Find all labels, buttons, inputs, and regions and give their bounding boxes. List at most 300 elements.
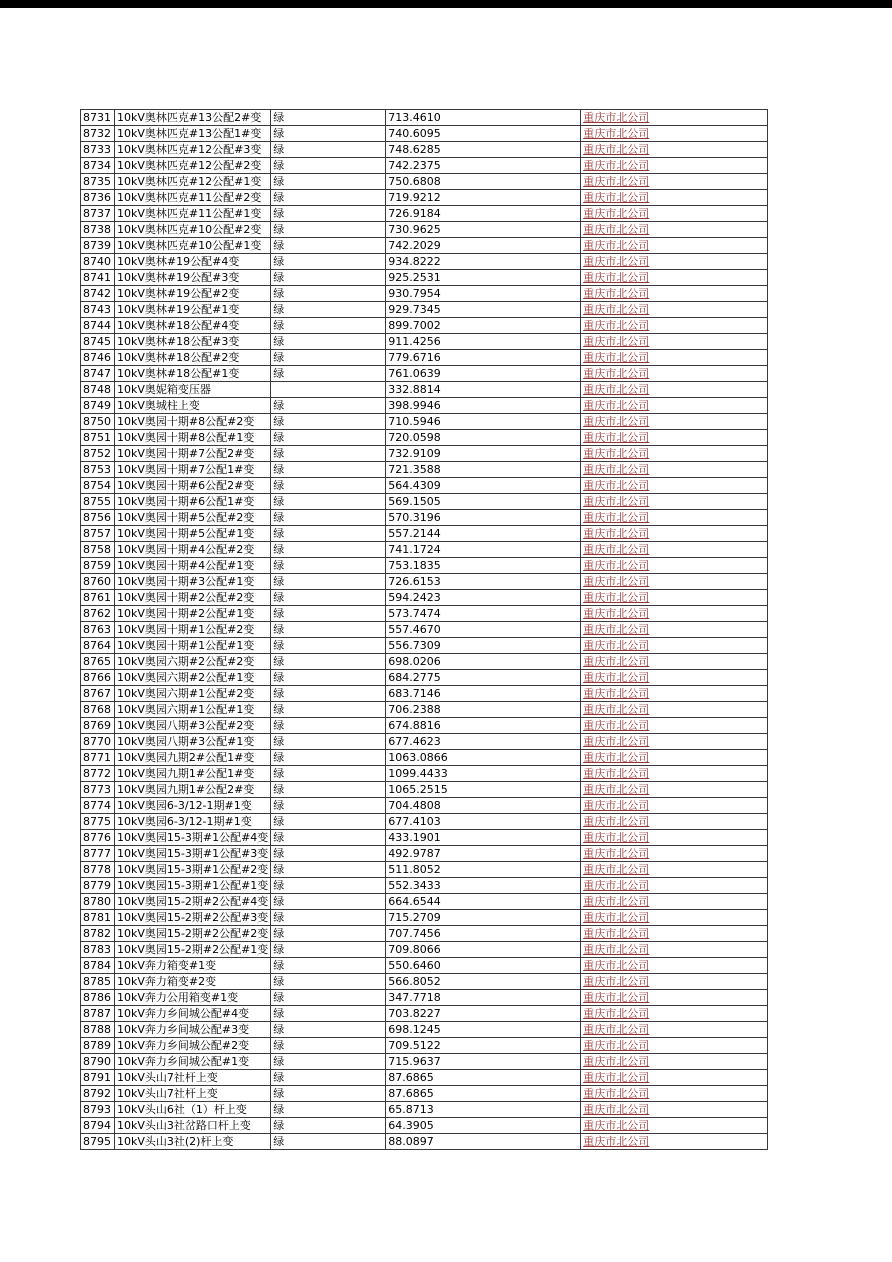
value-cell[interactable]: 552.3433 [386, 878, 581, 894]
status-cell[interactable]: 绿 [271, 366, 386, 382]
company-cell[interactable]: 重庆市北公司 [581, 894, 768, 910]
company-cell[interactable]: 重庆市北公司 [581, 1070, 768, 1086]
value-cell[interactable]: 721.3588 [386, 462, 581, 478]
value-cell[interactable]: 683.7146 [386, 686, 581, 702]
name-cell[interactable]: 10kV奥林匹克#10公配#1变 [115, 238, 271, 254]
row-id-cell[interactable]: 8768 [81, 702, 115, 718]
value-cell[interactable]: 511.8052 [386, 862, 581, 878]
status-cell[interactable]: 绿 [271, 494, 386, 510]
company-cell[interactable]: 重庆市北公司 [581, 222, 768, 238]
value-cell[interactable]: 87.6865 [386, 1070, 581, 1086]
name-cell[interactable]: 10kV奥林匹克#11公配#1变 [115, 206, 271, 222]
value-cell[interactable]: 556.7309 [386, 638, 581, 654]
company-cell[interactable]: 重庆市北公司 [581, 334, 768, 350]
row-id-cell[interactable]: 8757 [81, 526, 115, 542]
name-cell[interactable]: 10kV奥园十期#8公配#2变 [115, 414, 271, 430]
company-cell[interactable]: 重庆市北公司 [581, 846, 768, 862]
company-cell[interactable]: 重庆市北公司 [581, 1038, 768, 1054]
value-cell[interactable]: 715.9637 [386, 1054, 581, 1070]
status-cell[interactable]: 绿 [271, 318, 386, 334]
status-cell[interactable]: 绿 [271, 478, 386, 494]
value-cell[interactable]: 433.1901 [386, 830, 581, 846]
row-id-cell[interactable]: 8769 [81, 718, 115, 734]
company-cell[interactable]: 重庆市北公司 [581, 254, 768, 270]
row-id-cell[interactable]: 8774 [81, 798, 115, 814]
row-id-cell[interactable]: 8732 [81, 126, 115, 142]
name-cell[interactable]: 10kV奥林匹克#12公配#3变 [115, 142, 271, 158]
name-cell[interactable]: 10kV奥园十期#6公配1#变 [115, 494, 271, 510]
name-cell[interactable]: 10kV奥园6-3/12-1期#1变 [115, 798, 271, 814]
status-cell[interactable]: 绿 [271, 222, 386, 238]
value-cell[interactable]: 594.2423 [386, 590, 581, 606]
name-cell[interactable]: 10kV奥园九期1#公配1#变 [115, 766, 271, 782]
status-cell[interactable]: 绿 [271, 1086, 386, 1102]
company-cell[interactable]: 重庆市北公司 [581, 910, 768, 926]
status-cell[interactable]: 绿 [271, 110, 386, 126]
row-id-cell[interactable]: 8786 [81, 990, 115, 1006]
row-id-cell[interactable]: 8746 [81, 350, 115, 366]
value-cell[interactable]: 726.6153 [386, 574, 581, 590]
value-cell[interactable]: 564.4309 [386, 478, 581, 494]
row-id-cell[interactable]: 8787 [81, 1006, 115, 1022]
row-id-cell[interactable]: 8738 [81, 222, 115, 238]
name-cell[interactable]: 10kV头山3社岔路口杆上变 [115, 1118, 271, 1134]
value-cell[interactable]: 934.8222 [386, 254, 581, 270]
row-id-cell[interactable]: 8733 [81, 142, 115, 158]
status-cell[interactable]: 绿 [271, 638, 386, 654]
value-cell[interactable]: 64.3905 [386, 1118, 581, 1134]
value-cell[interactable]: 550.6460 [386, 958, 581, 974]
status-cell[interactable]: 绿 [271, 654, 386, 670]
row-id-cell[interactable]: 8789 [81, 1038, 115, 1054]
name-cell[interactable]: 10kV奥林匹克#13公配1#变 [115, 126, 271, 142]
status-cell[interactable]: 绿 [271, 334, 386, 350]
company-cell[interactable]: 重庆市北公司 [581, 862, 768, 878]
row-id-cell[interactable]: 8780 [81, 894, 115, 910]
value-cell[interactable]: 719.9212 [386, 190, 581, 206]
status-cell[interactable]: 绿 [271, 974, 386, 990]
value-cell[interactable]: 566.8052 [386, 974, 581, 990]
row-id-cell[interactable]: 8760 [81, 574, 115, 590]
value-cell[interactable]: 677.4103 [386, 814, 581, 830]
value-cell[interactable]: 664.6544 [386, 894, 581, 910]
name-cell[interactable]: 10kV奥城柱上变 [115, 398, 271, 414]
company-cell[interactable]: 重庆市北公司 [581, 1086, 768, 1102]
row-id-cell[interactable]: 8790 [81, 1054, 115, 1070]
row-id-cell[interactable]: 8782 [81, 926, 115, 942]
status-cell[interactable]: 绿 [271, 510, 386, 526]
status-cell[interactable]: 绿 [271, 1038, 386, 1054]
status-cell[interactable]: 绿 [271, 350, 386, 366]
value-cell[interactable]: 929.7345 [386, 302, 581, 318]
name-cell[interactable]: 10kV奥林#19公配#1变 [115, 302, 271, 318]
value-cell[interactable]: 740.6095 [386, 126, 581, 142]
status-cell[interactable]: 绿 [271, 702, 386, 718]
company-cell[interactable]: 重庆市北公司 [581, 286, 768, 302]
row-id-cell[interactable]: 8734 [81, 158, 115, 174]
row-id-cell[interactable]: 8793 [81, 1102, 115, 1118]
value-cell[interactable]: 1099.4433 [386, 766, 581, 782]
company-cell[interactable]: 重庆市北公司 [581, 174, 768, 190]
row-id-cell[interactable]: 8731 [81, 110, 115, 126]
company-cell[interactable]: 重庆市北公司 [581, 158, 768, 174]
name-cell[interactable]: 10kV奥林匹克#10公配#2变 [115, 222, 271, 238]
company-cell[interactable]: 重庆市北公司 [581, 878, 768, 894]
status-cell[interactable]: 绿 [271, 414, 386, 430]
value-cell[interactable]: 713.4610 [386, 110, 581, 126]
status-cell[interactable]: 绿 [271, 1070, 386, 1086]
name-cell[interactable]: 10kV奔力乡间城公配#2变 [115, 1038, 271, 1054]
name-cell[interactable]: 10kV奥园十期#7公配1#变 [115, 462, 271, 478]
row-id-cell[interactable]: 8783 [81, 942, 115, 958]
value-cell[interactable]: 732.9109 [386, 446, 581, 462]
name-cell[interactable]: 10kV奔力乡间城公配#1变 [115, 1054, 271, 1070]
company-cell[interactable]: 重庆市北公司 [581, 958, 768, 974]
name-cell[interactable]: 10kV奥园6-3/12-1期#1变 [115, 814, 271, 830]
row-id-cell[interactable]: 8767 [81, 686, 115, 702]
value-cell[interactable]: 741.1724 [386, 542, 581, 558]
row-id-cell[interactable]: 8736 [81, 190, 115, 206]
company-cell[interactable]: 重庆市北公司 [581, 574, 768, 590]
status-cell[interactable]: 绿 [271, 302, 386, 318]
row-id-cell[interactable]: 8770 [81, 734, 115, 750]
name-cell[interactable]: 10kV奥园九期2#公配1#变 [115, 750, 271, 766]
name-cell[interactable]: 10kV奔力乡间城公配#4变 [115, 1006, 271, 1022]
value-cell[interactable]: 570.3196 [386, 510, 581, 526]
company-cell[interactable]: 重庆市北公司 [581, 558, 768, 574]
row-id-cell[interactable]: 8749 [81, 398, 115, 414]
company-cell[interactable]: 重庆市北公司 [581, 782, 768, 798]
status-cell[interactable]: 绿 [271, 430, 386, 446]
row-id-cell[interactable]: 8747 [81, 366, 115, 382]
status-cell[interactable]: 绿 [271, 862, 386, 878]
value-cell[interactable]: 742.2029 [386, 238, 581, 254]
company-cell[interactable]: 重庆市北公司 [581, 750, 768, 766]
value-cell[interactable]: 709.8066 [386, 942, 581, 958]
row-id-cell[interactable]: 8788 [81, 1022, 115, 1038]
name-cell[interactable]: 10kV奥园15-3期#1公配#4变 [115, 830, 271, 846]
value-cell[interactable]: 707.7456 [386, 926, 581, 942]
row-id-cell[interactable]: 8794 [81, 1118, 115, 1134]
name-cell[interactable]: 10kV头山6社（1）杆上变 [115, 1102, 271, 1118]
row-id-cell[interactable]: 8739 [81, 238, 115, 254]
company-cell[interactable]: 重庆市北公司 [581, 702, 768, 718]
status-cell[interactable]: 绿 [271, 1102, 386, 1118]
name-cell[interactable]: 10kV奥林#19公配#3变 [115, 270, 271, 286]
name-cell[interactable]: 10kV奥林#18公配#3变 [115, 334, 271, 350]
row-id-cell[interactable]: 8795 [81, 1134, 115, 1150]
value-cell[interactable]: 332.8814 [386, 382, 581, 398]
name-cell[interactable]: 10kV奥园十期#6公配2#变 [115, 478, 271, 494]
status-cell[interactable]: 绿 [271, 878, 386, 894]
row-id-cell[interactable]: 8740 [81, 254, 115, 270]
name-cell[interactable]: 10kV奥园十期#7公配2#变 [115, 446, 271, 462]
company-cell[interactable]: 重庆市北公司 [581, 830, 768, 846]
status-cell[interactable]: 绿 [271, 1118, 386, 1134]
name-cell[interactable]: 10kV奥园15-2期#2公配#1变 [115, 942, 271, 958]
row-id-cell[interactable]: 8771 [81, 750, 115, 766]
value-cell[interactable]: 748.6285 [386, 142, 581, 158]
company-cell[interactable]: 重庆市北公司 [581, 1118, 768, 1134]
name-cell[interactable]: 10kV奥园15-2期#2公配#4变 [115, 894, 271, 910]
name-cell[interactable]: 10kV奥园十期#2公配#1变 [115, 606, 271, 622]
name-cell[interactable]: 10kV奥园十期#3公配#1变 [115, 574, 271, 590]
company-cell[interactable]: 重庆市北公司 [581, 382, 768, 398]
company-cell[interactable]: 重庆市北公司 [581, 542, 768, 558]
value-cell[interactable]: 677.4623 [386, 734, 581, 750]
name-cell[interactable]: 10kV奥园十期#4公配#1变 [115, 558, 271, 574]
row-id-cell[interactable]: 8754 [81, 478, 115, 494]
status-cell[interactable]: 绿 [271, 126, 386, 142]
value-cell[interactable]: 703.8227 [386, 1006, 581, 1022]
company-cell[interactable]: 重庆市北公司 [581, 814, 768, 830]
name-cell[interactable]: 10kV奥林#18公配#2变 [115, 350, 271, 366]
company-cell[interactable]: 重庆市北公司 [581, 270, 768, 286]
company-cell[interactable]: 重庆市北公司 [581, 974, 768, 990]
status-cell[interactable]: 绿 [271, 942, 386, 958]
status-cell[interactable]: 绿 [271, 462, 386, 478]
value-cell[interactable]: 347.7718 [386, 990, 581, 1006]
company-cell[interactable]: 重庆市北公司 [581, 1022, 768, 1038]
row-id-cell[interactable]: 8762 [81, 606, 115, 622]
value-cell[interactable]: 720.0598 [386, 430, 581, 446]
row-id-cell[interactable]: 8751 [81, 430, 115, 446]
status-cell[interactable]: 绿 [271, 542, 386, 558]
company-cell[interactable]: 重庆市北公司 [581, 654, 768, 670]
status-cell[interactable]: 绿 [271, 1134, 386, 1150]
value-cell[interactable]: 761.0639 [386, 366, 581, 382]
name-cell[interactable]: 10kV奥园十期#5公配#2变 [115, 510, 271, 526]
name-cell[interactable]: 10kV奥园十期#2公配#2变 [115, 590, 271, 606]
status-cell[interactable]: 绿 [271, 590, 386, 606]
row-id-cell[interactable]: 8764 [81, 638, 115, 654]
company-cell[interactable]: 重庆市北公司 [581, 318, 768, 334]
name-cell[interactable]: 10kV奥园十期#4公配#2变 [115, 542, 271, 558]
status-cell[interactable]: 绿 [271, 174, 386, 190]
status-cell[interactable]: 绿 [271, 606, 386, 622]
row-id-cell[interactable]: 8779 [81, 878, 115, 894]
company-cell[interactable]: 重庆市北公司 [581, 510, 768, 526]
company-cell[interactable]: 重庆市北公司 [581, 734, 768, 750]
value-cell[interactable]: 730.9625 [386, 222, 581, 238]
name-cell[interactable]: 10kV奥林匹克#11公配#2变 [115, 190, 271, 206]
company-cell[interactable]: 重庆市北公司 [581, 398, 768, 414]
name-cell[interactable]: 10kV奥林#18公配#1变 [115, 366, 271, 382]
value-cell[interactable]: 65.8713 [386, 1102, 581, 1118]
row-id-cell[interactable]: 8750 [81, 414, 115, 430]
status-cell[interactable]: 绿 [271, 622, 386, 638]
company-cell[interactable]: 重庆市北公司 [581, 1006, 768, 1022]
name-cell[interactable]: 10kV奥园十期#1公配#1变 [115, 638, 271, 654]
company-cell[interactable]: 重庆市北公司 [581, 718, 768, 734]
row-id-cell[interactable]: 8776 [81, 830, 115, 846]
status-cell[interactable]: 绿 [271, 574, 386, 590]
row-id-cell[interactable]: 8755 [81, 494, 115, 510]
name-cell[interactable]: 10kV奥林#19公配#2变 [115, 286, 271, 302]
status-cell[interactable]: 绿 [271, 558, 386, 574]
name-cell[interactable]: 10kV奥园六期#1公配#2变 [115, 686, 271, 702]
name-cell[interactable]: 10kV奥园15-3期#1公配#2变 [115, 862, 271, 878]
value-cell[interactable]: 698.1245 [386, 1022, 581, 1038]
row-id-cell[interactable]: 8759 [81, 558, 115, 574]
company-cell[interactable]: 重庆市北公司 [581, 190, 768, 206]
company-cell[interactable]: 重庆市北公司 [581, 686, 768, 702]
status-cell[interactable]: 绿 [271, 686, 386, 702]
name-cell[interactable]: 10kV奥园六期#2公配#2变 [115, 654, 271, 670]
company-cell[interactable]: 重庆市北公司 [581, 590, 768, 606]
row-id-cell[interactable]: 8743 [81, 302, 115, 318]
name-cell[interactable]: 10kV奔力箱变#2变 [115, 974, 271, 990]
status-cell[interactable]: 绿 [271, 782, 386, 798]
company-cell[interactable]: 重庆市北公司 [581, 414, 768, 430]
value-cell[interactable]: 557.4670 [386, 622, 581, 638]
name-cell[interactable]: 10kV奔力箱变#1变 [115, 958, 271, 974]
value-cell[interactable]: 709.5122 [386, 1038, 581, 1054]
status-cell[interactable]: 绿 [271, 798, 386, 814]
value-cell[interactable]: 1063.0866 [386, 750, 581, 766]
row-id-cell[interactable]: 8756 [81, 510, 115, 526]
company-cell[interactable]: 重庆市北公司 [581, 126, 768, 142]
row-id-cell[interactable]: 8778 [81, 862, 115, 878]
row-id-cell[interactable]: 8772 [81, 766, 115, 782]
name-cell[interactable]: 10kV奔力公用箱变#1变 [115, 990, 271, 1006]
value-cell[interactable]: 726.9184 [386, 206, 581, 222]
name-cell[interactable]: 10kV奥园15-3期#1公配#3变 [115, 846, 271, 862]
company-cell[interactable]: 重庆市北公司 [581, 1054, 768, 1070]
company-cell[interactable]: 重庆市北公司 [581, 990, 768, 1006]
row-id-cell[interactable]: 8766 [81, 670, 115, 686]
status-cell[interactable]: 绿 [271, 814, 386, 830]
value-cell[interactable]: 684.2775 [386, 670, 581, 686]
row-id-cell[interactable]: 8742 [81, 286, 115, 302]
company-cell[interactable]: 重庆市北公司 [581, 670, 768, 686]
value-cell[interactable]: 1065.2515 [386, 782, 581, 798]
name-cell[interactable]: 10kV奔力乡间城公配#3变 [115, 1022, 271, 1038]
name-cell[interactable]: 10kV奥园八期#3公配#1变 [115, 734, 271, 750]
row-id-cell[interactable]: 8791 [81, 1070, 115, 1086]
company-cell[interactable]: 重庆市北公司 [581, 446, 768, 462]
name-cell[interactable]: 10kV奥林#18公配#4变 [115, 318, 271, 334]
status-cell[interactable]: 绿 [271, 750, 386, 766]
status-cell[interactable]: 绿 [271, 190, 386, 206]
value-cell[interactable]: 557.2144 [386, 526, 581, 542]
value-cell[interactable]: 753.1835 [386, 558, 581, 574]
name-cell[interactable]: 10kV奥园六期#1公配#1变 [115, 702, 271, 718]
status-cell[interactable]: 绿 [271, 894, 386, 910]
row-id-cell[interactable]: 8748 [81, 382, 115, 398]
status-cell[interactable]: 绿 [271, 926, 386, 942]
row-id-cell[interactable]: 8753 [81, 462, 115, 478]
company-cell[interactable]: 重庆市北公司 [581, 430, 768, 446]
name-cell[interactable]: 10kV奥园九期1#公配2#变 [115, 782, 271, 798]
name-cell[interactable]: 10kV头山7社杆上变 [115, 1086, 271, 1102]
status-cell[interactable]: 绿 [271, 830, 386, 846]
name-cell[interactable]: 10kV奥园十期#8公配#1变 [115, 430, 271, 446]
status-cell[interactable]: 绿 [271, 446, 386, 462]
status-cell[interactable]: 绿 [271, 158, 386, 174]
company-cell[interactable]: 重庆市北公司 [581, 238, 768, 254]
status-cell[interactable]: 绿 [271, 1022, 386, 1038]
status-cell[interactable]: 绿 [271, 734, 386, 750]
row-id-cell[interactable]: 8763 [81, 622, 115, 638]
company-cell[interactable]: 重庆市北公司 [581, 110, 768, 126]
name-cell[interactable]: 10kV奥林匹克#12公配#1变 [115, 174, 271, 190]
status-cell[interactable]: 绿 [271, 958, 386, 974]
company-cell[interactable]: 重庆市北公司 [581, 798, 768, 814]
status-cell[interactable]: 绿 [271, 142, 386, 158]
company-cell[interactable]: 重庆市北公司 [581, 350, 768, 366]
status-cell[interactable]: 绿 [271, 1006, 386, 1022]
value-cell[interactable]: 88.0897 [386, 1134, 581, 1150]
name-cell[interactable]: 10kV奥园15-2期#2公配#3变 [115, 910, 271, 926]
value-cell[interactable]: 706.2388 [386, 702, 581, 718]
company-cell[interactable]: 重庆市北公司 [581, 206, 768, 222]
company-cell[interactable]: 重庆市北公司 [581, 622, 768, 638]
value-cell[interactable]: 87.6865 [386, 1086, 581, 1102]
name-cell[interactable]: 10kV奥园十期#5公配#1变 [115, 526, 271, 542]
status-cell[interactable]: 绿 [271, 990, 386, 1006]
status-cell[interactable]: 绿 [271, 1054, 386, 1070]
status-cell[interactable]: 绿 [271, 910, 386, 926]
company-cell[interactable]: 重庆市北公司 [581, 942, 768, 958]
row-id-cell[interactable]: 8758 [81, 542, 115, 558]
value-cell[interactable]: 779.6716 [386, 350, 581, 366]
name-cell[interactable]: 10kV奥林匹克#13公配2#变 [115, 110, 271, 126]
status-cell[interactable]: 绿 [271, 526, 386, 542]
status-cell[interactable]: 绿 [271, 718, 386, 734]
company-cell[interactable]: 重庆市北公司 [581, 462, 768, 478]
name-cell[interactable]: 10kV奥园八期#3公配#2变 [115, 718, 271, 734]
status-cell[interactable]: 绿 [271, 270, 386, 286]
name-cell[interactable]: 10kV奥林匹克#12公配#2变 [115, 158, 271, 174]
company-cell[interactable]: 重庆市北公司 [581, 494, 768, 510]
row-id-cell[interactable]: 8792 [81, 1086, 115, 1102]
value-cell[interactable]: 492.9787 [386, 846, 581, 862]
row-id-cell[interactable]: 8777 [81, 846, 115, 862]
value-cell[interactable]: 710.5946 [386, 414, 581, 430]
row-id-cell[interactable]: 8744 [81, 318, 115, 334]
name-cell[interactable]: 10kV头山3社(2)杆上变 [115, 1134, 271, 1150]
row-id-cell[interactable]: 8775 [81, 814, 115, 830]
company-cell[interactable]: 重庆市北公司 [581, 526, 768, 542]
value-cell[interactable]: 704.4808 [386, 798, 581, 814]
name-cell[interactable]: 10kV奥林#19公配#4变 [115, 254, 271, 270]
name-cell[interactable]: 10kV奥园15-2期#2公配#2变 [115, 926, 271, 942]
name-cell[interactable]: 10kV奥园六期#2公配#1变 [115, 670, 271, 686]
status-cell[interactable]: 绿 [271, 766, 386, 782]
value-cell[interactable]: 715.2709 [386, 910, 581, 926]
value-cell[interactable]: 911.4256 [386, 334, 581, 350]
name-cell[interactable]: 10kV头山7社杆上变 [115, 1070, 271, 1086]
company-cell[interactable]: 重庆市北公司 [581, 302, 768, 318]
row-id-cell[interactable]: 8785 [81, 974, 115, 990]
row-id-cell[interactable]: 8752 [81, 446, 115, 462]
value-cell[interactable]: 674.8816 [386, 718, 581, 734]
row-id-cell[interactable]: 8741 [81, 270, 115, 286]
status-cell[interactable]: 绿 [271, 286, 386, 302]
company-cell[interactable]: 重庆市北公司 [581, 606, 768, 622]
value-cell[interactable]: 569.1505 [386, 494, 581, 510]
row-id-cell[interactable]: 8773 [81, 782, 115, 798]
company-cell[interactable]: 重庆市北公司 [581, 478, 768, 494]
company-cell[interactable]: 重庆市北公司 [581, 142, 768, 158]
row-id-cell[interactable]: 8737 [81, 206, 115, 222]
company-cell[interactable]: 重庆市北公司 [581, 366, 768, 382]
name-cell[interactable]: 10kV奥园十期#1公配#2变 [115, 622, 271, 638]
company-cell[interactable]: 重庆市北公司 [581, 926, 768, 942]
value-cell[interactable]: 573.7474 [386, 606, 581, 622]
company-cell[interactable]: 重庆市北公司 [581, 638, 768, 654]
